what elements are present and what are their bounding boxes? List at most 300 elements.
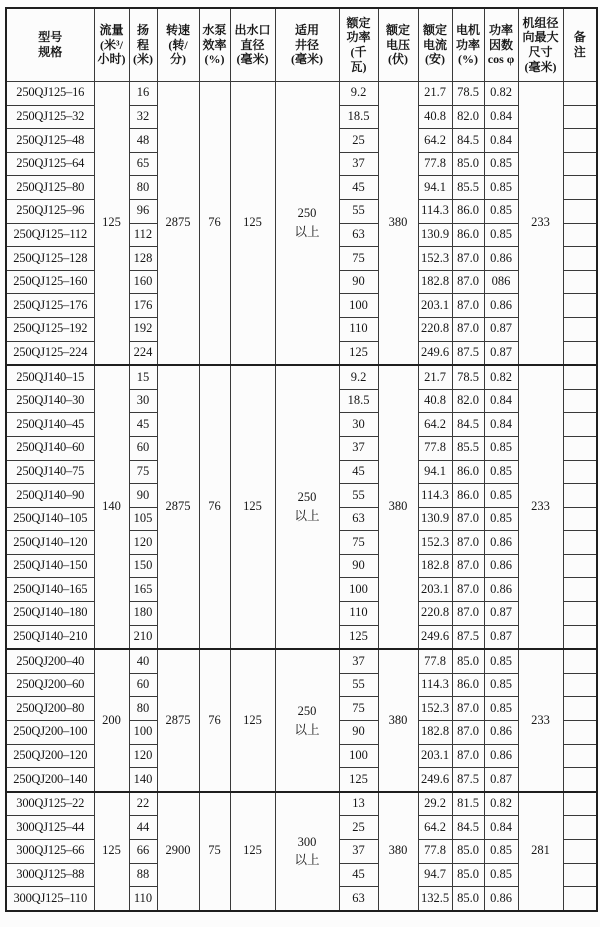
- motor-efficiency-cell: 78.5: [452, 82, 484, 106]
- rated-power-cell: 9.2: [339, 82, 378, 106]
- head-cell: 100: [129, 721, 157, 745]
- rated-power-cell: 25: [339, 129, 378, 153]
- flow-cell: 125: [94, 792, 129, 911]
- motor-efficiency-cell: 78.5: [452, 365, 484, 389]
- head-cell: 22: [129, 792, 157, 816]
- model-cell: 250QJ140–30: [6, 389, 94, 413]
- model-cell: 250QJ125–128: [6, 247, 94, 271]
- power-factor-cell: 0.87: [484, 341, 518, 365]
- rated-power-cell: 45: [339, 863, 378, 887]
- header-line: 扬: [136, 23, 149, 38]
- outlet-diameter-cell: 125: [230, 792, 275, 911]
- header-line: (千: [350, 45, 367, 59]
- power-factor-cell: 0.82: [484, 82, 518, 106]
- flow-cell: 125: [94, 82, 129, 366]
- rated-current-cell: 249.6: [418, 768, 452, 792]
- power-factor-cell: 0.84: [484, 816, 518, 840]
- flow-cell: 140: [94, 365, 129, 649]
- outlet-diameter-cell: 125: [230, 365, 275, 649]
- remark-cell: [563, 697, 597, 721]
- header-line: 功率: [488, 23, 513, 38]
- power-factor-cell: 0.84: [484, 389, 518, 413]
- motor-efficiency-cell: 86.0: [452, 484, 484, 508]
- power-factor-cell: 0.85: [484, 199, 518, 223]
- head-cell: 105: [129, 507, 157, 531]
- rated-current-cell: 114.3: [418, 673, 452, 697]
- power-factor-cell: 0.85: [484, 460, 518, 484]
- rated-power-cell: 75: [339, 247, 378, 271]
- well-diameter-line: 以上: [294, 722, 320, 737]
- motor-efficiency-cell: 82.0: [452, 105, 484, 129]
- rated-current-cell: 130.9: [418, 223, 452, 247]
- power-factor-cell: 0.85: [484, 176, 518, 200]
- rated-power-cell: 18.5: [339, 105, 378, 129]
- header-row: [6, 8, 597, 82]
- head-cell: 96: [129, 199, 157, 223]
- remark-cell: [563, 649, 597, 673]
- remark-cell: [563, 887, 597, 911]
- model-cell: 250QJ125–64: [6, 152, 94, 176]
- rated-current-cell: 64.2: [418, 413, 452, 437]
- rated-power-cell: 18.5: [339, 389, 378, 413]
- remark-cell: [563, 721, 597, 745]
- model-cell: 250QJ140–75: [6, 460, 94, 484]
- col-header-model: [6, 8, 94, 82]
- col-header-voltage: [378, 8, 418, 82]
- power-factor-cell: 0.85: [484, 863, 518, 887]
- col-header-head: [129, 8, 157, 82]
- header-line: 额定: [346, 15, 371, 30]
- motor-efficiency-cell: 87.5: [452, 768, 484, 792]
- flow-cell: 200: [94, 649, 129, 792]
- power-factor-cell: 0.85: [484, 436, 518, 460]
- power-factor-cell: 0.86: [484, 294, 518, 318]
- rated-current-cell: 182.8: [418, 554, 452, 578]
- header-line: (伏): [388, 52, 408, 67]
- col-header-pump-eff: [199, 8, 230, 82]
- header-line: 备: [573, 30, 586, 45]
- model-cell: 250QJ140–15: [6, 365, 94, 389]
- power-factor-cell: 0.85: [484, 152, 518, 176]
- header-line: 向最大: [522, 30, 559, 45]
- model-cell: 250QJ200–100: [6, 721, 94, 745]
- head-cell: 48: [129, 129, 157, 153]
- rated-power-cell: 55: [339, 484, 378, 508]
- motor-efficiency-cell: 87.0: [452, 721, 484, 745]
- rated-current-cell: 249.6: [418, 341, 452, 365]
- rated-current-cell: 21.7: [418, 365, 452, 389]
- remark-cell: [563, 270, 597, 294]
- rated-current-cell: 152.3: [418, 697, 452, 721]
- rated-current-cell: 77.8: [418, 436, 452, 460]
- header-line: 注: [573, 45, 586, 59]
- power-factor-cell: 0.85: [484, 697, 518, 721]
- head-cell: 66: [129, 840, 157, 864]
- header-line: (毫米): [236, 52, 269, 67]
- remark-cell: [563, 176, 597, 200]
- rated-power-cell: 9.2: [339, 365, 378, 389]
- model-cell: 300QJ125–22: [6, 792, 94, 816]
- remark-cell: [563, 436, 597, 460]
- table-body: [6, 82, 597, 911]
- head-cell: 110: [129, 887, 157, 911]
- well-diameter-line: 以上: [294, 853, 320, 868]
- table-header: [6, 8, 597, 82]
- header-line: cos φ: [487, 52, 515, 67]
- rated-power-cell: 100: [339, 744, 378, 768]
- col-header-well: [275, 8, 339, 82]
- model-cell: 250QJ140–180: [6, 602, 94, 626]
- head-cell: 224: [129, 341, 157, 365]
- motor-efficiency-cell: 87.0: [452, 247, 484, 271]
- power-factor-cell: 0.87: [484, 602, 518, 626]
- table-row: [6, 365, 597, 389]
- model-cell: 250QJ200–60: [6, 673, 94, 697]
- header-line: 功率: [455, 37, 480, 52]
- header-line: 尺寸: [528, 45, 553, 59]
- well-diameter-line: 以上: [294, 225, 320, 240]
- motor-efficiency-cell: 87.0: [452, 697, 484, 721]
- motor-efficiency-cell: 86.0: [452, 673, 484, 697]
- rated-power-cell: 55: [339, 673, 378, 697]
- col-header-flow: [94, 8, 129, 82]
- header-line: 因数: [488, 37, 513, 52]
- remark-cell: [563, 602, 597, 626]
- head-cell: 60: [129, 673, 157, 697]
- rated-power-cell: 30: [339, 413, 378, 437]
- rated-power-cell: 125: [339, 625, 378, 649]
- header-line: 电压: [385, 37, 410, 52]
- model-cell: 300QJ125–66: [6, 840, 94, 864]
- motor-efficiency-cell: 87.0: [452, 507, 484, 531]
- power-factor-cell: 0.86: [484, 554, 518, 578]
- header-line: 额定: [385, 23, 410, 38]
- well-diameter-line: 300: [297, 834, 317, 849]
- radial-size-cell: 233: [518, 365, 563, 649]
- col-header-power: [339, 8, 378, 82]
- table-row: [6, 792, 597, 816]
- model-cell: 300QJ125–88: [6, 863, 94, 887]
- power-factor-cell: 0.87: [484, 317, 518, 341]
- rated-voltage-cell: 380: [378, 792, 418, 911]
- power-factor-cell: 086: [484, 270, 518, 294]
- rated-power-cell: 100: [339, 578, 378, 602]
- power-factor-cell: 0.85: [484, 649, 518, 673]
- rated-current-cell: 114.3: [418, 199, 452, 223]
- col-header-radial: [518, 8, 563, 82]
- col-header-outlet: [230, 8, 275, 82]
- header-line: (%): [458, 52, 478, 67]
- header-line: 直径: [240, 37, 265, 52]
- model-cell: 250QJ140–105: [6, 507, 94, 531]
- head-cell: 32: [129, 105, 157, 129]
- remark-cell: [563, 531, 597, 555]
- motor-efficiency-cell: 86.0: [452, 460, 484, 484]
- speed-cell: 2875: [157, 365, 199, 649]
- motor-efficiency-cell: 87.5: [452, 625, 484, 649]
- header-line: (安): [425, 52, 445, 67]
- header-line: 功率: [346, 30, 371, 45]
- power-factor-cell: 0.82: [484, 365, 518, 389]
- model-cell: 250QJ125–160: [6, 270, 94, 294]
- power-factor-cell: 0.84: [484, 413, 518, 437]
- power-factor-cell: 0.84: [484, 105, 518, 129]
- motor-efficiency-cell: 82.0: [452, 389, 484, 413]
- power-factor-cell: 0.85: [484, 507, 518, 531]
- remark-cell: [563, 129, 597, 153]
- rated-power-cell: 63: [339, 507, 378, 531]
- motor-efficiency-cell: 85.0: [452, 152, 484, 176]
- rated-power-cell: 37: [339, 840, 378, 864]
- rated-current-cell: 77.8: [418, 152, 452, 176]
- header-line: 程: [136, 37, 149, 52]
- rated-power-cell: 37: [339, 649, 378, 673]
- model-cell: 250QJ140–60: [6, 436, 94, 460]
- model-cell: 250QJ125–48: [6, 129, 94, 153]
- rated-power-cell: 13: [339, 792, 378, 816]
- rated-current-cell: 29.2: [418, 792, 452, 816]
- speed-cell: 2900: [157, 792, 199, 911]
- head-cell: 112: [129, 223, 157, 247]
- header-line: 井径: [294, 37, 319, 52]
- remark-cell: [563, 744, 597, 768]
- power-factor-cell: 0.85: [484, 673, 518, 697]
- model-cell: 250QJ140–90: [6, 484, 94, 508]
- head-cell: 80: [129, 697, 157, 721]
- motor-efficiency-cell: 84.5: [452, 129, 484, 153]
- head-cell: 16: [129, 82, 157, 106]
- rated-current-cell: 203.1: [418, 578, 452, 602]
- motor-efficiency-cell: 87.0: [452, 317, 484, 341]
- head-cell: 65: [129, 152, 157, 176]
- head-cell: 120: [129, 531, 157, 555]
- rated-power-cell: 125: [339, 768, 378, 792]
- motor-efficiency-cell: 84.5: [452, 816, 484, 840]
- remark-cell: [563, 484, 597, 508]
- model-cell: 250QJ200–120: [6, 744, 94, 768]
- head-cell: 75: [129, 460, 157, 484]
- rated-power-cell: 45: [339, 176, 378, 200]
- radial-size-cell: 281: [518, 792, 563, 911]
- head-cell: 80: [129, 176, 157, 200]
- rated-power-cell: 25: [339, 816, 378, 840]
- head-cell: 140: [129, 768, 157, 792]
- header-line: 转速: [165, 23, 190, 38]
- header-line: 规格: [38, 45, 63, 59]
- power-factor-cell: 0.82: [484, 792, 518, 816]
- well-diameter-line: 250: [297, 206, 317, 221]
- head-cell: 30: [129, 389, 157, 413]
- header-line: 电流: [422, 37, 447, 52]
- rated-power-cell: 63: [339, 887, 378, 911]
- motor-efficiency-cell: 85.0: [452, 840, 484, 864]
- rated-current-cell: 220.8: [418, 317, 452, 341]
- header-line: (%): [204, 52, 225, 67]
- motor-efficiency-cell: 86.0: [452, 199, 484, 223]
- rated-voltage-cell: 380: [378, 365, 418, 649]
- remark-cell: [563, 768, 597, 792]
- head-cell: 176: [129, 294, 157, 318]
- head-cell: 90: [129, 484, 157, 508]
- rated-current-cell: 132.5: [418, 887, 452, 911]
- header-line: 水泵: [202, 23, 227, 38]
- rated-current-cell: 94.1: [418, 460, 452, 484]
- well-diameter-line: 250: [297, 703, 317, 718]
- pump-spec-table: [5, 7, 598, 912]
- rated-current-cell: 94.7: [418, 863, 452, 887]
- remark-cell: [563, 413, 597, 437]
- motor-efficiency-cell: 85.0: [452, 863, 484, 887]
- motor-efficiency-cell: 87.0: [452, 554, 484, 578]
- motor-efficiency-cell: 81.5: [452, 792, 484, 816]
- model-cell: 250QJ125–32: [6, 105, 94, 129]
- motor-efficiency-cell: 86.0: [452, 223, 484, 247]
- rated-power-cell: 100: [339, 294, 378, 318]
- head-cell: 120: [129, 744, 157, 768]
- remark-cell: [563, 460, 597, 484]
- power-factor-cell: 0.86: [484, 721, 518, 745]
- motor-efficiency-cell: 84.5: [452, 413, 484, 437]
- remark-cell: [563, 199, 597, 223]
- rated-current-cell: 40.8: [418, 389, 452, 413]
- motor-efficiency-cell: 87.0: [452, 294, 484, 318]
- remark-cell: [563, 625, 597, 649]
- motor-efficiency-cell: 87.0: [452, 531, 484, 555]
- rated-power-cell: 110: [339, 317, 378, 341]
- remark-cell: [563, 105, 597, 129]
- model-cell: 250QJ125–192: [6, 317, 94, 341]
- rated-power-cell: 90: [339, 554, 378, 578]
- remark-cell: [563, 389, 597, 413]
- head-cell: 165: [129, 578, 157, 602]
- well-diameter-line: 250: [297, 490, 317, 505]
- power-factor-cell: 0.87: [484, 768, 518, 792]
- motor-efficiency-cell: 87.0: [452, 744, 484, 768]
- rated-current-cell: 152.3: [418, 247, 452, 271]
- model-cell: 250QJ140–150: [6, 554, 94, 578]
- motor-efficiency-cell: 85.0: [452, 649, 484, 673]
- header-line: 出水口: [234, 23, 271, 38]
- motor-efficiency-cell: 87.0: [452, 270, 484, 294]
- speed-cell: 2875: [157, 649, 199, 792]
- remark-cell: [563, 223, 597, 247]
- table-row: [6, 649, 597, 673]
- header-line: (毫米): [524, 59, 557, 74]
- head-cell: 128: [129, 247, 157, 271]
- outlet-diameter-cell: 125: [230, 649, 275, 792]
- rated-power-cell: 63: [339, 223, 378, 247]
- head-cell: 88: [129, 863, 157, 887]
- well-diameter-cell: [275, 649, 339, 792]
- rated-power-cell: 45: [339, 460, 378, 484]
- header-line: 效率: [202, 37, 227, 52]
- rated-voltage-cell: 380: [378, 649, 418, 792]
- model-cell: 250QJ125–112: [6, 223, 94, 247]
- power-factor-cell: 0.86: [484, 887, 518, 911]
- header-line: 机组径: [522, 15, 559, 30]
- head-cell: 150: [129, 554, 157, 578]
- power-factor-cell: 0.86: [484, 744, 518, 768]
- remark-cell: [563, 365, 597, 389]
- header-line: 型号: [38, 30, 63, 45]
- remark-cell: [563, 578, 597, 602]
- power-factor-cell: 0.84: [484, 129, 518, 153]
- remark-cell: [563, 673, 597, 697]
- rated-current-cell: 182.8: [418, 721, 452, 745]
- rated-current-cell: 114.3: [418, 484, 452, 508]
- power-factor-cell: 0.86: [484, 247, 518, 271]
- rated-voltage-cell: 380: [378, 82, 418, 366]
- rated-power-cell: 75: [339, 531, 378, 555]
- model-cell: 250QJ200–40: [6, 649, 94, 673]
- header-line: 流量: [99, 23, 124, 38]
- rated-current-cell: 94.1: [418, 176, 452, 200]
- rated-power-cell: 90: [339, 721, 378, 745]
- model-cell: 250QJ125–224: [6, 341, 94, 365]
- model-cell: 250QJ140–210: [6, 625, 94, 649]
- rated-current-cell: 249.6: [418, 625, 452, 649]
- model-cell: 250QJ200–140: [6, 768, 94, 792]
- motor-efficiency-cell: 85.0: [452, 887, 484, 911]
- header-line: 分): [170, 52, 186, 67]
- rated-current-cell: 21.7: [418, 82, 452, 106]
- rated-power-cell: 37: [339, 436, 378, 460]
- remark-cell: [563, 816, 597, 840]
- well-diameter-line: 以上: [294, 509, 320, 524]
- rated-power-cell: 125: [339, 341, 378, 365]
- power-factor-cell: 0.85: [484, 223, 518, 247]
- header-line: 小时): [97, 52, 126, 67]
- pump-efficiency-cell: 76: [199, 82, 230, 366]
- radial-size-cell: 233: [518, 82, 563, 366]
- model-cell: 250QJ125–176: [6, 294, 94, 318]
- remark-cell: [563, 863, 597, 887]
- header-line: 适用: [294, 23, 319, 38]
- outlet-diameter-cell: 125: [230, 82, 275, 366]
- model-cell: 250QJ125–16: [6, 82, 94, 106]
- motor-efficiency-cell: 85.5: [452, 176, 484, 200]
- header-line: (米): [133, 52, 153, 67]
- header-line: (米³/: [100, 37, 123, 52]
- model-cell: 250QJ140–45: [6, 413, 94, 437]
- remark-cell: [563, 341, 597, 365]
- head-cell: 40: [129, 649, 157, 673]
- remark-cell: [563, 554, 597, 578]
- rated-current-cell: 220.8: [418, 602, 452, 626]
- pump-efficiency-cell: 76: [199, 365, 230, 649]
- rated-current-cell: 40.8: [418, 105, 452, 129]
- well-diameter-cell: [275, 792, 339, 911]
- radial-size-cell: 233: [518, 649, 563, 792]
- remark-cell: [563, 507, 597, 531]
- model-cell: 300QJ125–44: [6, 816, 94, 840]
- remark-cell: [563, 82, 597, 106]
- header-line: 电机: [455, 23, 480, 38]
- power-factor-cell: 0.86: [484, 578, 518, 602]
- head-cell: 210: [129, 625, 157, 649]
- motor-efficiency-cell: 87.0: [452, 578, 484, 602]
- pump-efficiency-cell: 75: [199, 792, 230, 911]
- rated-current-cell: 77.8: [418, 649, 452, 673]
- head-cell: 180: [129, 602, 157, 626]
- power-factor-cell: 0.85: [484, 484, 518, 508]
- col-header-cos: [484, 8, 518, 82]
- remark-cell: [563, 294, 597, 318]
- head-cell: 45: [129, 413, 157, 437]
- rated-power-cell: 37: [339, 152, 378, 176]
- col-header-motor-eff: [452, 8, 484, 82]
- col-header-speed: [157, 8, 199, 82]
